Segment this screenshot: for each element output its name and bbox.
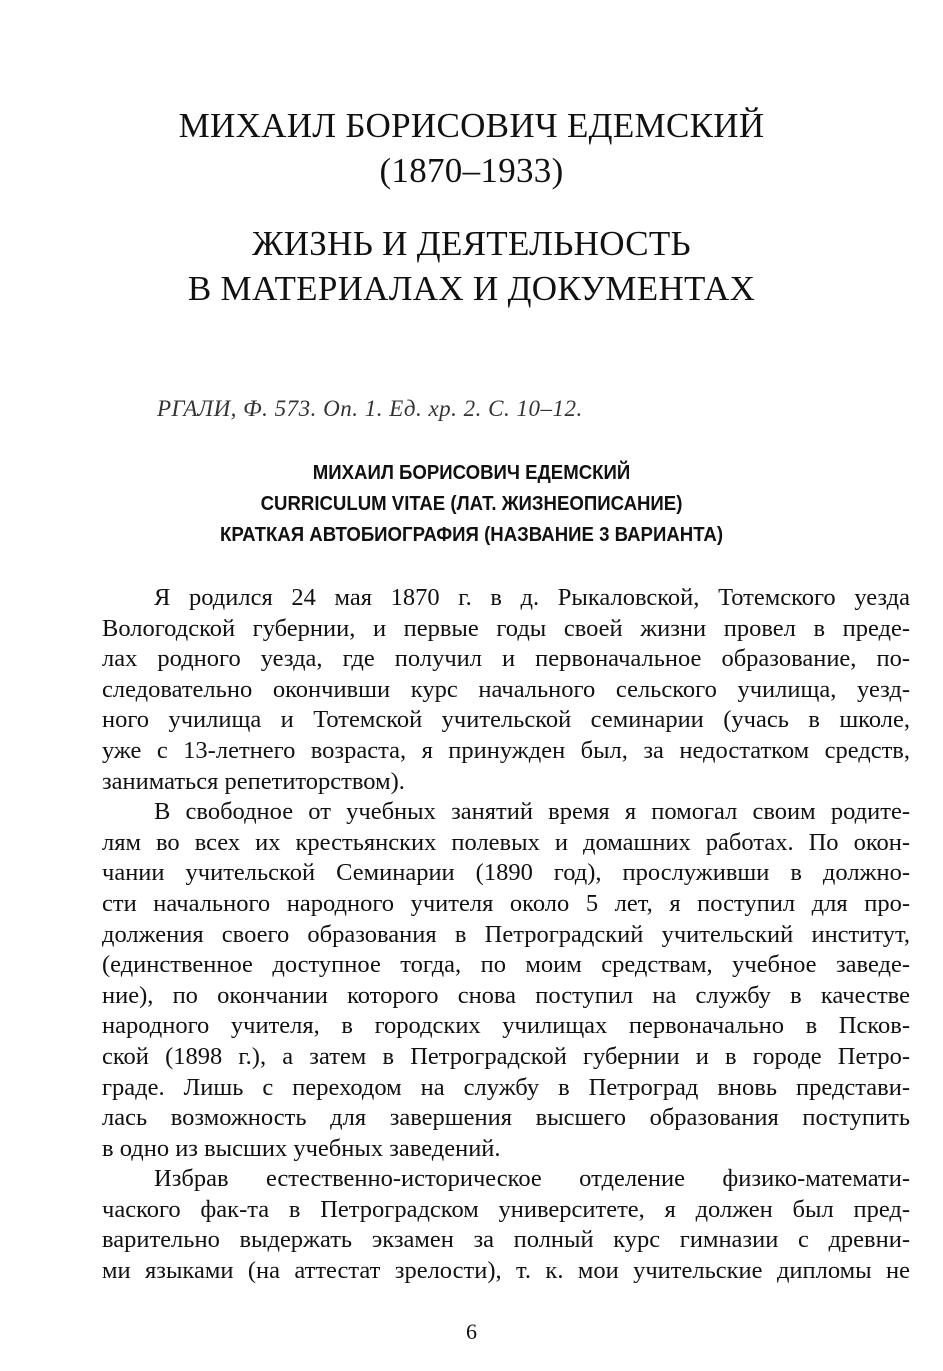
- section-title-line2: В МАТЕРИАЛАХ И ДОКУМЕНТАХ: [187, 269, 756, 308]
- page-number: 6: [466, 1319, 477, 1344]
- text-line: в одно из высших учебных заведений.: [102, 1134, 501, 1162]
- text-line: чаского фак-та в Петроградском университете, я должен был пред-: [102, 1195, 910, 1223]
- text-line: ние), по окончании которого снова поступил на службу в качестве: [102, 981, 910, 1009]
- text-line: варительно выдержать экзамен за полный курс гимназии с древни-: [102, 1226, 910, 1254]
- text-line: (единственное доступное тогда, по моим средствам, учебное заведе-: [102, 951, 910, 979]
- section-title: [0, 221, 943, 311]
- text-line: В свободное от учебных занятий время я помогал своим родите-: [154, 798, 910, 826]
- text-line: следовательно окончивши курс начального сельского училища, уезд-: [102, 675, 910, 703]
- text-line: ской (1898 г.), а затем в Петроградской губернии и в городе Петро-: [102, 1042, 910, 1070]
- heading-line2: CURRICULUM VITAE (ЛАТ. ЖИЗНЕОПИСАНИЕ): [260, 493, 683, 515]
- text-line: лям во всех их крестьянских полевых и домашних работах. По окон-: [102, 828, 910, 856]
- text-line: лась возможность для завершения высшего образования поступить: [102, 1104, 910, 1132]
- body-text: [102, 583, 910, 1287]
- text-line: Вологодской губернии, и первые годы своей жизни провел в преде-: [102, 614, 910, 642]
- section-title-line1: ЖИЗНЬ И ДЕЯТЕЛЬНОСТЬ: [252, 224, 691, 263]
- text-line: должения своего образования в Петроградский учительский институт,: [102, 920, 910, 948]
- paragraph: [102, 797, 910, 1164]
- paragraph: [102, 583, 910, 797]
- text-line: заниматься репетиторством).: [102, 767, 405, 795]
- archive-citation: РГАЛИ, Ф. 573. Оп. 1. Ед. хр. 2. С. 10–12.: [157, 396, 583, 421]
- book-title: [0, 103, 943, 193]
- text-line: уже с 13-летнего возраста, я принужден был, за недостатком средств,: [102, 736, 910, 764]
- heading-line3: КРАТКАЯ АВТОБИОГРАФИЯ (НАЗВАНИЕ 3 ВАРИАНТА): [219, 524, 724, 546]
- text-line: Я родился 24 мая 1870 г. в д. Рыкаловской, Тотемского уезда: [154, 584, 910, 611]
- title-name: МИХАИЛ БОРИСОВИЧ ЕДЕМСКИЙ: [178, 106, 765, 145]
- text-line: народного учителя, в городских училищах первоначально в Псков-: [102, 1012, 910, 1040]
- text-line: Избрав естественно-историческое отделение физико-математи-: [154, 1165, 910, 1193]
- text-line: чании учительской Семинарии (1890 год), прослуживши в должно-: [102, 859, 910, 887]
- paragraph: [102, 1164, 910, 1286]
- document-heading: [33, 458, 910, 551]
- heading-line1: МИХАИЛ БОРИСОВИЧ ЕДЕМСКИЙ: [312, 462, 631, 484]
- text-line: ного училища и Тотемской учительской семинарии (учась в школе,: [102, 706, 910, 734]
- text-line: лах родного уезда, где получил и первоначальное образование, по-: [102, 645, 910, 673]
- text-line: граде. Лишь с переходом на службу в Петроград вновь представи-: [102, 1073, 910, 1101]
- text-line: сти начального народного учителя около 5 лет, я поступил для про-: [102, 889, 910, 917]
- text-line: ми языками (на аттестат зрелости), т. к. мои учительские дипломы не: [102, 1257, 910, 1285]
- title-years: (1870–1933): [379, 151, 564, 190]
